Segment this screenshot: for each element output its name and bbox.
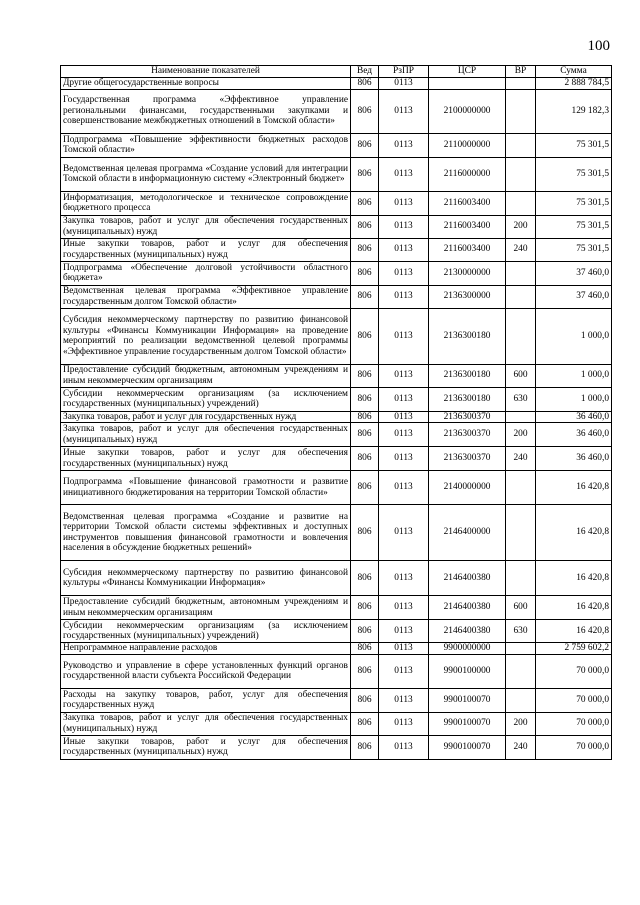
table-row — [61, 411, 612, 423]
cell-csr: 2116003400 — [429, 215, 506, 238]
header-name: Наименование показателей — [61, 66, 351, 78]
table-row — [61, 688, 612, 712]
cell-rzpr: 0113 — [379, 285, 429, 308]
cell-name: Подпрограмма «Повышение эффективности бюджетных расходов Томской области» — [61, 133, 351, 157]
cell-sum: 75 301,5 — [536, 191, 612, 215]
cell-rzpr: 0113 — [379, 447, 429, 471]
cell-ved: 806 — [351, 620, 379, 643]
cell-vr: 240 — [506, 447, 536, 471]
cell-vr: 630 — [506, 620, 536, 643]
cell-vr — [506, 411, 536, 423]
cell-vr — [506, 471, 536, 505]
cell-ved: 806 — [351, 261, 379, 285]
cell-csr: 9900100070 — [429, 735, 506, 759]
cell-name: Информатизация, методологическое и техническое сопровождение бюджетного процесса — [61, 191, 351, 215]
cell-vr — [506, 654, 536, 688]
table-row — [61, 238, 612, 261]
cell-rzpr: 0113 — [379, 411, 429, 423]
cell-rzpr: 0113 — [379, 215, 429, 238]
cell-sum: 70 000,0 — [536, 735, 612, 759]
cell-rzpr: 0113 — [379, 387, 429, 411]
cell-ved: 806 — [351, 157, 379, 191]
table-row — [61, 191, 612, 215]
cell-rzpr: 0113 — [379, 261, 429, 285]
cell-ved: 806 — [351, 561, 379, 596]
cell-vr — [506, 78, 536, 90]
table-body — [61, 78, 612, 760]
table-row — [61, 712, 612, 735]
table-row — [61, 215, 612, 238]
cell-sum: 2 888 784,5 — [536, 78, 612, 90]
cell-ved: 806 — [351, 215, 379, 238]
cell-sum: 1 000,0 — [536, 308, 612, 364]
cell-csr: 2140000000 — [429, 471, 506, 505]
cell-rzpr: 0113 — [379, 157, 429, 191]
cell-csr: 2136300370 — [429, 423, 506, 447]
cell-name: Субсидии некоммерческим организациям (за исключением государственных (муниципальных) учреждений) — [61, 620, 351, 643]
table-row — [61, 387, 612, 411]
cell-sum: 16 420,8 — [536, 561, 612, 596]
cell-sum: 1 000,0 — [536, 364, 612, 387]
cell-csr: 9900000000 — [429, 643, 506, 655]
cell-vr — [506, 157, 536, 191]
cell-ved: 806 — [351, 505, 379, 561]
cell-name: Закупка товаров, работ и услуг для государственных нужд — [61, 411, 351, 423]
table-row — [61, 505, 612, 561]
cell-rzpr: 0113 — [379, 643, 429, 655]
cell-rzpr: 0113 — [379, 471, 429, 505]
cell-vr — [506, 133, 536, 157]
cell-rzpr: 0113 — [379, 191, 429, 215]
cell-ved: 806 — [351, 712, 379, 735]
cell-sum: 70 000,0 — [536, 688, 612, 712]
table-header-row — [61, 66, 612, 78]
cell-csr — [429, 78, 506, 90]
table-row — [61, 471, 612, 505]
cell-sum: 129 182,3 — [536, 89, 612, 133]
cell-vr — [506, 561, 536, 596]
cell-ved: 806 — [351, 654, 379, 688]
cell-ved: 806 — [351, 387, 379, 411]
cell-rzpr: 0113 — [379, 735, 429, 759]
cell-ved: 806 — [351, 238, 379, 261]
cell-csr: 2136300000 — [429, 285, 506, 308]
cell-rzpr: 0113 — [379, 712, 429, 735]
table-row — [61, 423, 612, 447]
cell-vr — [506, 308, 536, 364]
cell-csr: 2136300370 — [429, 411, 506, 423]
table-row — [61, 735, 612, 759]
cell-name: Иные закупки товаров, работ и услуг для обеспечения государственных (муниципальных) нужд — [61, 447, 351, 471]
header-vr: ВР — [506, 66, 536, 78]
cell-ved: 806 — [351, 89, 379, 133]
cell-csr: 2110000000 — [429, 133, 506, 157]
cell-name: Субсидия некоммерческому партнерству по развитию финансовой культуры «Финансы Коммуникации Информация» — [61, 561, 351, 596]
cell-csr: 2116003400 — [429, 191, 506, 215]
cell-name: Субсидии некоммерческим организациям (за исключением государственных (муниципальных) учреждений) — [61, 387, 351, 411]
cell-sum: 75 301,5 — [536, 133, 612, 157]
cell-csr: 2146400380 — [429, 561, 506, 596]
cell-rzpr: 0113 — [379, 620, 429, 643]
cell-sum: 16 420,8 — [536, 471, 612, 505]
cell-vr: 200 — [506, 423, 536, 447]
cell-name: Руководство и управление в сфере установленных функций органов государственной власти субъекта Российской Федерации — [61, 654, 351, 688]
cell-vr — [506, 688, 536, 712]
header-csr: ЦСР — [429, 66, 506, 78]
cell-name: Иные закупки товаров, работ и услуг для обеспечения государственных (муниципальных) нужд — [61, 238, 351, 261]
budget-table — [60, 65, 612, 760]
cell-name: Субсидия некоммерческому партнерству по развитию финансовой культуры «Финансы Коммуникации Информация» на проведение мероприятий по реализации ведомственной целевой программы «Эффективное управление государственным долгом Томской области» — [61, 308, 351, 364]
cell-vr: 630 — [506, 387, 536, 411]
cell-name: Закупка товаров, работ и услуг для обеспечения государственных (муниципальных) нужд — [61, 423, 351, 447]
cell-sum: 75 301,5 — [536, 238, 612, 261]
cell-name: Предоставление субсидий бюджетным, автономным учреждениям и иным некоммерческим организациям — [61, 596, 351, 620]
cell-vr: 200 — [506, 215, 536, 238]
cell-rzpr: 0113 — [379, 505, 429, 561]
cell-vr — [506, 505, 536, 561]
cell-csr: 2136300370 — [429, 447, 506, 471]
cell-sum: 36 460,0 — [536, 423, 612, 447]
table-row — [61, 561, 612, 596]
cell-ved: 806 — [351, 735, 379, 759]
cell-sum: 37 460,0 — [536, 285, 612, 308]
cell-rzpr: 0113 — [379, 596, 429, 620]
cell-ved: 806 — [351, 191, 379, 215]
header-sum: Сумма — [536, 66, 612, 78]
cell-name: Ведомственная целевая программа «Эффективное управление государственным долгом Томской области» — [61, 285, 351, 308]
cell-ved: 806 — [351, 308, 379, 364]
cell-vr: 600 — [506, 364, 536, 387]
cell-ved: 806 — [351, 596, 379, 620]
cell-vr: 600 — [506, 596, 536, 620]
table-row — [61, 620, 612, 643]
table-row — [61, 654, 612, 688]
cell-sum: 75 301,5 — [536, 157, 612, 191]
cell-vr — [506, 643, 536, 655]
cell-ved: 806 — [351, 643, 379, 655]
cell-sum: 16 420,8 — [536, 505, 612, 561]
cell-rzpr: 0113 — [379, 308, 429, 364]
cell-sum: 16 420,8 — [536, 620, 612, 643]
table-row — [61, 261, 612, 285]
cell-rzpr: 0113 — [379, 423, 429, 447]
cell-sum: 70 000,0 — [536, 712, 612, 735]
cell-name: Непрограммное направление расходов — [61, 643, 351, 655]
cell-csr: 9900100070 — [429, 688, 506, 712]
cell-vr: 240 — [506, 735, 536, 759]
cell-rzpr: 0113 — [379, 238, 429, 261]
cell-sum: 36 460,0 — [536, 411, 612, 423]
table-row — [61, 308, 612, 364]
cell-csr: 2116003400 — [429, 238, 506, 261]
cell-ved: 806 — [351, 471, 379, 505]
cell-name: Закупка товаров, работ и услуг для обеспечения государственных (муниципальных) нужд — [61, 215, 351, 238]
cell-sum: 37 460,0 — [536, 261, 612, 285]
table-row — [61, 78, 612, 90]
cell-rzpr: 0113 — [379, 78, 429, 90]
cell-csr: 2146400380 — [429, 620, 506, 643]
cell-ved: 806 — [351, 285, 379, 308]
table-row — [61, 643, 612, 655]
table-row — [61, 157, 612, 191]
cell-csr: 2130000000 — [429, 261, 506, 285]
cell-rzpr: 0113 — [379, 654, 429, 688]
cell-name: Ведомственная целевая программа «Создание и развитие на территории Томской области системы эффективных и доступных инструментов повышения финансовой грамотности и вовлечения населения в обсуждение бюджетных решений» — [61, 505, 351, 561]
table-row — [61, 133, 612, 157]
cell-name: Иные закупки товаров, работ и услуг для обеспечения государственных (муниципальных) нужд — [61, 735, 351, 759]
header-ved: Вед — [351, 66, 379, 78]
cell-rzpr: 0113 — [379, 89, 429, 133]
table-row — [61, 285, 612, 308]
cell-ved: 806 — [351, 133, 379, 157]
table-row — [61, 447, 612, 471]
cell-ved: 806 — [351, 423, 379, 447]
cell-sum: 2 759 602,2 — [536, 643, 612, 655]
cell-csr: 9900100000 — [429, 654, 506, 688]
cell-vr — [506, 285, 536, 308]
table-row — [61, 364, 612, 387]
cell-name: Подпрограмма «Повышение финансовой грамотности и развитие инициативного бюджетирования на территории Томской области» — [61, 471, 351, 505]
table-row — [61, 596, 612, 620]
cell-csr: 2116000000 — [429, 157, 506, 191]
cell-sum: 70 000,0 — [536, 654, 612, 688]
cell-rzpr: 0113 — [379, 688, 429, 712]
cell-vr: 200 — [506, 712, 536, 735]
cell-name: Другие общегосударственные вопросы — [61, 78, 351, 90]
cell-sum: 36 460,0 — [536, 447, 612, 471]
cell-sum: 1 000,0 — [536, 387, 612, 411]
cell-name: Закупка товаров, работ и услуг для обеспечения государственных (муниципальных) нужд — [61, 712, 351, 735]
cell-rzpr: 0113 — [379, 364, 429, 387]
cell-rzpr: 0113 — [379, 133, 429, 157]
cell-name: Расходы на закупку товаров, работ, услуг для обеспечения государственных нужд — [61, 688, 351, 712]
cell-name: Предоставление субсидий бюджетным, автономным учреждениям и иным некоммерческим организациям — [61, 364, 351, 387]
cell-name: Ведомственная целевая программа «Создание условий для интеграции Томской области в информационную систему «Электронный бюджет» — [61, 157, 351, 191]
table-row — [61, 89, 612, 133]
cell-ved: 806 — [351, 364, 379, 387]
cell-csr: 2136300180 — [429, 364, 506, 387]
cell-name: Подпрограмма «Обеспечение долговой устойчивости областного бюджета» — [61, 261, 351, 285]
cell-csr: 2146400000 — [429, 505, 506, 561]
cell-sum: 16 420,8 — [536, 596, 612, 620]
cell-name: Государственная программа «Эффективное управление региональными финансами, государственными закупками и совершенствование межбюджетных отношений в Томской области» — [61, 89, 351, 133]
cell-csr: 2136300180 — [429, 387, 506, 411]
cell-csr: 2100000000 — [429, 89, 506, 133]
cell-csr: 2146400380 — [429, 596, 506, 620]
cell-vr: 240 — [506, 238, 536, 261]
cell-sum: 75 301,5 — [536, 215, 612, 238]
page-number: 100 — [587, 38, 610, 54]
cell-ved: 806 — [351, 447, 379, 471]
cell-vr — [506, 261, 536, 285]
cell-ved: 806 — [351, 688, 379, 712]
cell-rzpr: 0113 — [379, 561, 429, 596]
cell-ved: 806 — [351, 78, 379, 90]
cell-vr — [506, 89, 536, 133]
cell-ved: 806 — [351, 411, 379, 423]
cell-csr: 2136300180 — [429, 308, 506, 364]
header-rzpr: РзПР — [379, 66, 429, 78]
cell-vr — [506, 191, 536, 215]
cell-csr: 9900100070 — [429, 712, 506, 735]
